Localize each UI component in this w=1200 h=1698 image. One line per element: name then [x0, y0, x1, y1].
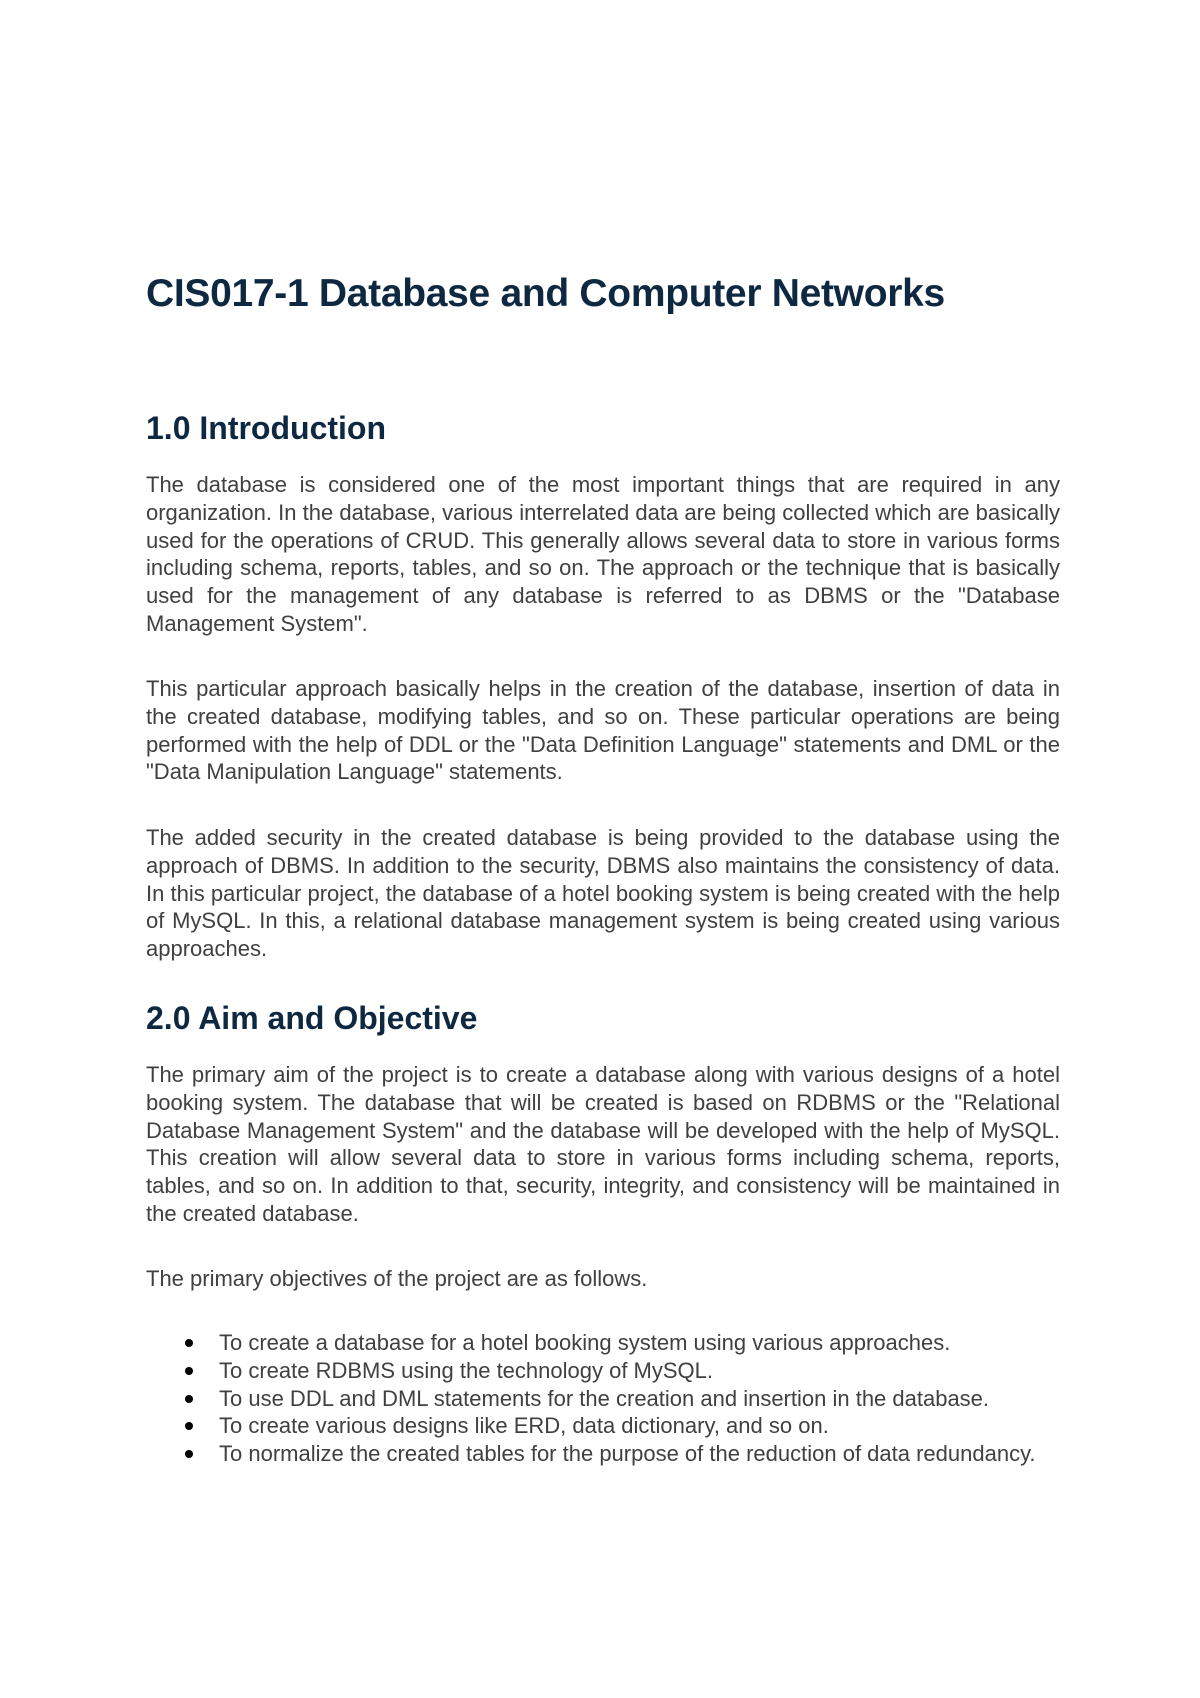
bullet-icon [185, 1339, 193, 1347]
objectives-list [146, 1329, 1060, 1468]
list-item [146, 1329, 1060, 1357]
bullet-icon [185, 1367, 193, 1375]
list-item-text: To normalize the created tables for the purpose of the reduction of data redundancy. [219, 1441, 1036, 1467]
bullet-icon [185, 1395, 193, 1403]
bullet-icon [185, 1422, 193, 1430]
list-item-text: To create a database for a hotel booking system using various approaches. [219, 1330, 951, 1355]
list-item [146, 1440, 1060, 1468]
section-heading-introduction: 1.0 Introduction [146, 410, 386, 446]
list-item [146, 1357, 1060, 1385]
introduction-paragraph-2: This particular approach basically helps in the creation of the database, insertion of data in the created database, modifying tables, and so on. These particular operations are being performed with the help of DDL or the "Data Definition Language" statements and DML or the "Data Manipulation Language" statements. [146, 676, 1060, 785]
list-item-text: To create RDBMS using the technology of MySQL. [219, 1357, 714, 1383]
document-page [146, 0, 1060, 1698]
document-title: CIS017-1 Database and Computer Networks [146, 272, 945, 315]
list-item [146, 1385, 1060, 1413]
list-item-text: To create various designs like ERD, data dictionary, and so on. [219, 1413, 829, 1439]
list-item-text: To use DDL and DML statements for the creation and insertion in the database. [219, 1385, 990, 1411]
bullet-icon [185, 1450, 193, 1458]
aim-paragraph: The primary aim of the project is to create a database along with various designs of a hotel booking system. The database that will be created is based on RDBMS or the "Relational Database Management System" and the database will be developed with the help of MySQL. This creation will allow several data to store in various forms including schema, reports, tables, and so on. In addition to that, security, integrity, and consistency will be maintained in the created database. [146, 1062, 1060, 1226]
introduction-paragraph-1: The database is considered one of the most important things that are required in any organization. In the database, various interrelated data are being collected which are basically used for the operations of CRUD. This generally allows several data to store in various forms including schema, reports, tables, and so on. The approach or the technique that is basically used for the management of any database is referred to as DBMS or the "Database Management System". [146, 472, 1060, 636]
list-item [146, 1412, 1060, 1440]
section-heading-aim-objective: 2.0 Aim and Objective [146, 1000, 478, 1036]
introduction-paragraph-3: The added security in the created database is being provided to the database using the approach of DBMS. In addition to the security, DBMS also maintains the consistency of data. In this particular project, the database of a hotel booking system is being created with the help of MySQL. In this, a relational database management system is being created using various approaches. [146, 825, 1060, 962]
objectives-intro-paragraph: The primary objectives of the project are as follows. [146, 1266, 648, 1291]
